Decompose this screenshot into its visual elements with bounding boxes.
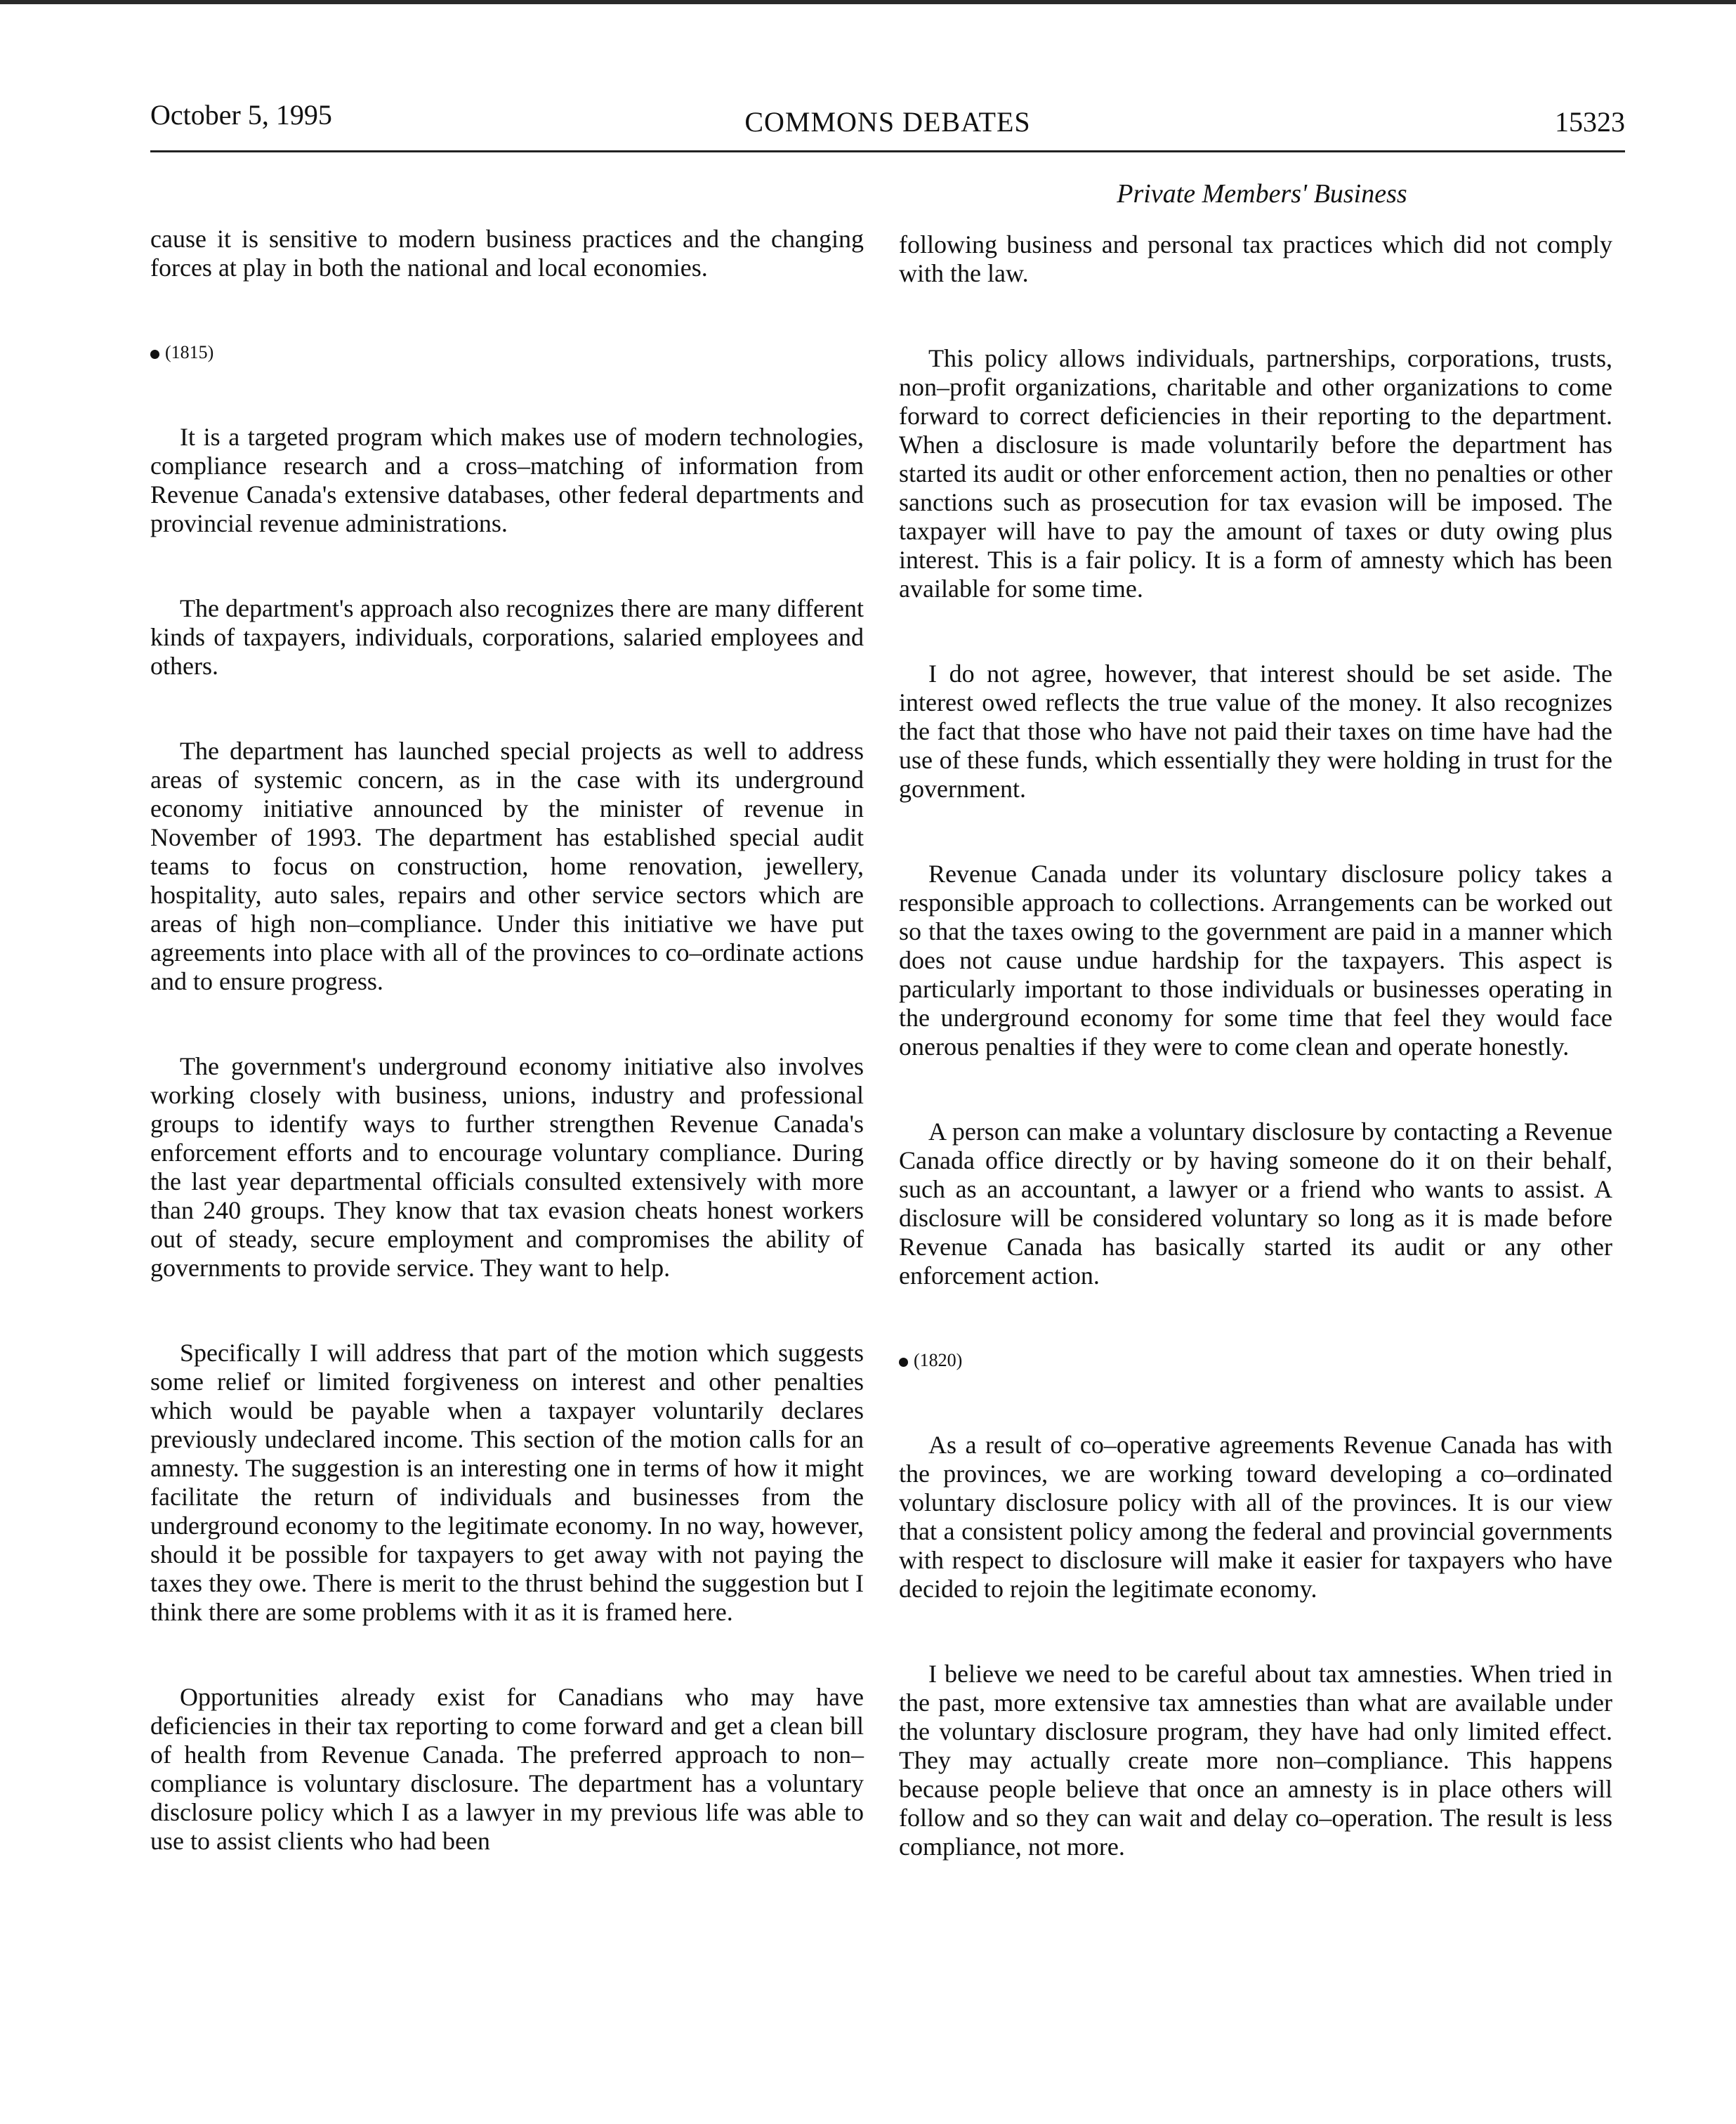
paragraph: Specifically I will address that part of the motion which suggests some relief or limited forgiveness on interest and other penalties which would be payable when a taxpayer voluntarily declares previously undeclared income. This section of the motion calls for an amnesty. The suggestion is an interesting one in terms of how it might facilitate the return of individuals and businesses from the underground economy to the legitimate economy. In no way, however, should it be possible for taxpayers to get away with not paying the taxes they owe. There is merit to the thrust behind the suggestion but I think there are some problems with it as it is framed here. xyxy=(150,1339,864,1626)
paragraph: cause it is sensitive to modern business practices and the changing forces at play in both the national and local economies. xyxy=(150,225,864,282)
timestamp xyxy=(899,1346,1612,1375)
paragraph: This policy allows individuals, partnerships, corporations, trusts, non–profit organizations, charitable and other organizations to come forward to correct deficiencies in their reporting to the department. When a disclosure is made voluntarily before the department has started its audit or other enforcement action, then no penalties or other sanctions such as prosecution for tax evasion will be imposed. The taxpayer will have to pay the amount of taxes or duty owing plus interest. This is a fair policy. It is a form of amnesty which has been available for some time. xyxy=(899,344,1612,603)
timestamp-text: (1820) xyxy=(914,1350,963,1370)
header-page-number: 15323 xyxy=(1555,106,1625,138)
paragraph: The government's underground economy initiative also involves working closely with business, unions, industry and professional groups to identify ways to further strengthen Revenue Canada's enforcement efforts and to encourage voluntary compliance. During the last year departmental officials consulted extensively with more than 240 groups. They know that tax evasion cheats honest workers out of steady, secure employment and compromises the ability of governments to provide service. They want to help. xyxy=(150,1052,864,1282)
paragraph: following business and personal tax practices which did not comply with the law. xyxy=(899,230,1612,287)
header-rule xyxy=(150,150,1625,152)
paragraph: The department's approach also recognizes there are many different kinds of taxpayers, individuals, corporations, salaried employees and others. xyxy=(150,594,864,680)
header-date: October 5, 1995 xyxy=(150,99,332,131)
paragraph: Revenue Canada under its voluntary disclosure policy takes a responsible approach to collections. Arrangements can be worked out so that the taxes owing to the government are paid in a manner which does not cause undue hardship for the taxpayers. This aspect is particularly important to those individuals or businesses operating in the underground economy for some time that feel they would face onerous penalties if they were to come clean and operate honestly. xyxy=(899,860,1612,1061)
left-column xyxy=(150,225,864,1856)
timestamp xyxy=(150,339,864,367)
paragraph: It is a targeted program which makes use of modern technologies, compliance research and a cross–matching of information from Revenue Canada's extensive databases, other federal departments and provincial revenue administrations. xyxy=(150,423,864,537)
bullet-icon xyxy=(899,1358,908,1367)
bullet-icon xyxy=(150,350,159,359)
paragraph: As a result of co–operative agreements Revenue Canada has with the provinces, we are working toward developing a co–ordinated voluntary disclosure policy with all of the provinces. It is our view that a consistent policy among the federal and provincial governments with respect to disclosure will make it easier for taxpayers who have decided to rejoin the legitimate economy. xyxy=(899,1431,1612,1603)
running-head xyxy=(150,98,1625,140)
paragraph: I do not agree, however, that interest should be set aside. The interest owed reflects the true value of the money. It also recognizes the fact that those who have not paid their taxes on time have had the use of these funds, which essentially they were holding in trust for the government. xyxy=(899,660,1612,803)
paragraph: A person can make a voluntary disclosure by contacting a Revenue Canada office directly or by having someone do it on their behalf, such as an accountant, a lawyer or a friend who wants to assist. A disclosure will be considered voluntary so long as it is made before Revenue Canada has basically started its audit or any other enforcement action. xyxy=(899,1117,1612,1290)
right-column xyxy=(899,230,1612,1861)
paragraph: Opportunities already exist for Canadians who may have deficiencies in their tax reporting to come forward and get a clean bill of health from Revenue Canada. The preferred approach to non–compliance is voluntary disclosure. The department has a voluntary disclosure policy which I as a lawyer in my previous life was able to use to assist clients who had been xyxy=(150,1683,864,1855)
header-title: COMMONS DEBATES xyxy=(744,106,1031,138)
page-top-edge xyxy=(0,0,1736,4)
section-heading: Private Members' Business xyxy=(1117,179,1407,209)
paragraph: The department has launched special projects as well to address areas of systemic concern, as in the case with its underground economy initiative announced by the minister of revenue in November of 1993. The department has established special audit teams to focus on construction, home renovation, jewellery, hospitality, auto sales, repairs and other service sectors which are areas of high non–compliance. Under this initiative we have put agreements into place with all of the provinces to co–ordinate actions and to ensure progress. xyxy=(150,737,864,995)
paragraph: I believe we need to be careful about tax amnesties. When tried in the past, more extensive tax amnesties than what are available under the voluntary disclosure program, they have had only limited effect. They may actually create more non–compliance. This happens because people believe that once an amnesty is in place others will follow and so they can wait and delay co–operation. The result is less compliance, not more. xyxy=(899,1660,1612,1861)
timestamp-text: (1815) xyxy=(165,342,214,362)
